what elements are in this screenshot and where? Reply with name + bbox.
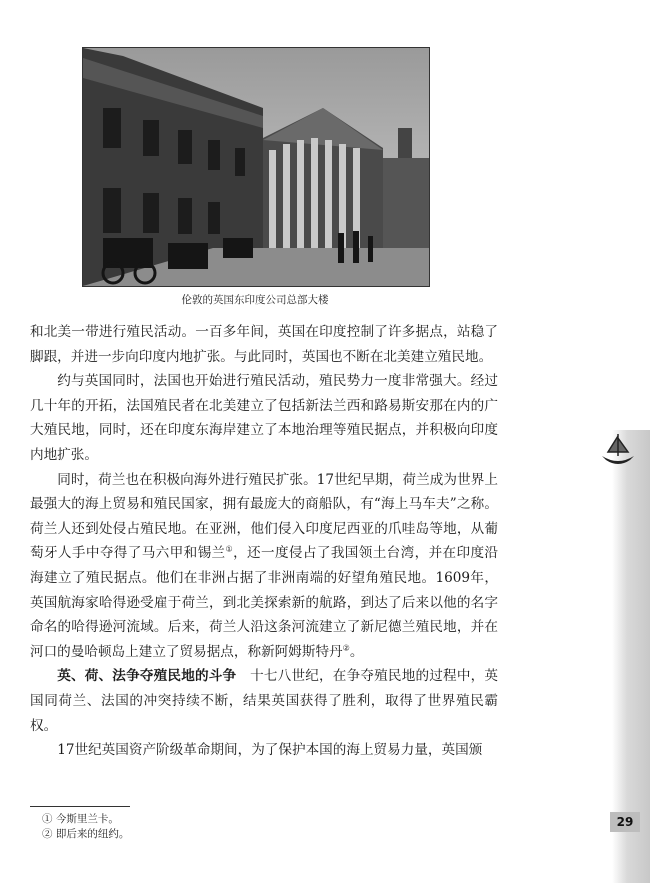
footnote-ref-1: ①	[225, 544, 234, 554]
footnote-divider	[30, 806, 130, 807]
footnote-1: ① 今斯里兰卡。	[42, 813, 119, 825]
paragraph-1: 和北美一带进行殖民活动。一百多年间，英国在印度控制了许多据点，站稳了脚跟，并进一步向印度内地扩张。与此同时，英国也不断在北美建立殖民地。	[30, 324, 498, 365]
paragraph-4	[30, 664, 498, 738]
paragraph-3-part-b: ，还一度侵占了我国领土台湾，并在印度沿海建立了殖民据点。他们在非洲占据了非洲南端的好望角殖民地。1609年，英国航海家哈得逊受雇于荷兰，到北美探索新的航路，到达了后来以他的名字命名的哈得逊河流域。后来，荷兰人沿这条河流建立了新尼德兰殖民地，并在河口的曼哈顿岛上建立了贸易据点，称新阿姆斯特丹	[30, 545, 499, 660]
figure-caption: 伦敦的英国东印度公司总部大楼	[181, 294, 329, 306]
page-number: 29	[610, 812, 640, 832]
paragraph-3	[30, 468, 498, 665]
paragraph-2: 约与英国同时，法国也开始进行殖民活动，殖民势力一度非常强大。经过几十年的开拓，法国殖民者在北美建立了包括新法兰西和路易斯安那在内的广大殖民地，同时，还在印度东海岸建立了本地治理等殖民据点，并积极向印度内地扩张。	[30, 373, 498, 463]
section-heading: 英、荷、法争夺殖民地的斗争	[57, 668, 237, 685]
paragraph-3-part-c: 。	[349, 643, 364, 660]
footnote-2: ② 即后来的纽约。	[42, 828, 130, 840]
paragraph-5: 17世纪英国资产阶级革命期间，为了保护本国的海上贸易力量，英国颁	[57, 742, 483, 759]
east-india-house-photo	[82, 47, 430, 287]
paragraph-4-text: 十七八世纪，在争夺殖民地的过程中，英国同荷兰、法国的冲突持续不断，结果英国获得了胜利，取得了世界殖民霸权。	[30, 668, 498, 734]
footnotes	[42, 812, 129, 842]
footnote-ref-2: ②	[342, 643, 350, 653]
paragraph-3-part-a: 同时，荷兰也在积极向海外进行殖民扩张。17世纪早期，荷兰成为世界上最强大的海上贸易和殖民国家，拥有最庞大的商船队，有“海上马车夫”之称。荷兰人还到处侵占殖民地。在亚洲，他们侵入印度尼西亚的爪哇岛等地，从葡萄牙人手中夺得了马六甲和锡兰	[30, 471, 498, 562]
ship-ornament-icon	[598, 430, 638, 470]
body-text	[30, 320, 498, 763]
